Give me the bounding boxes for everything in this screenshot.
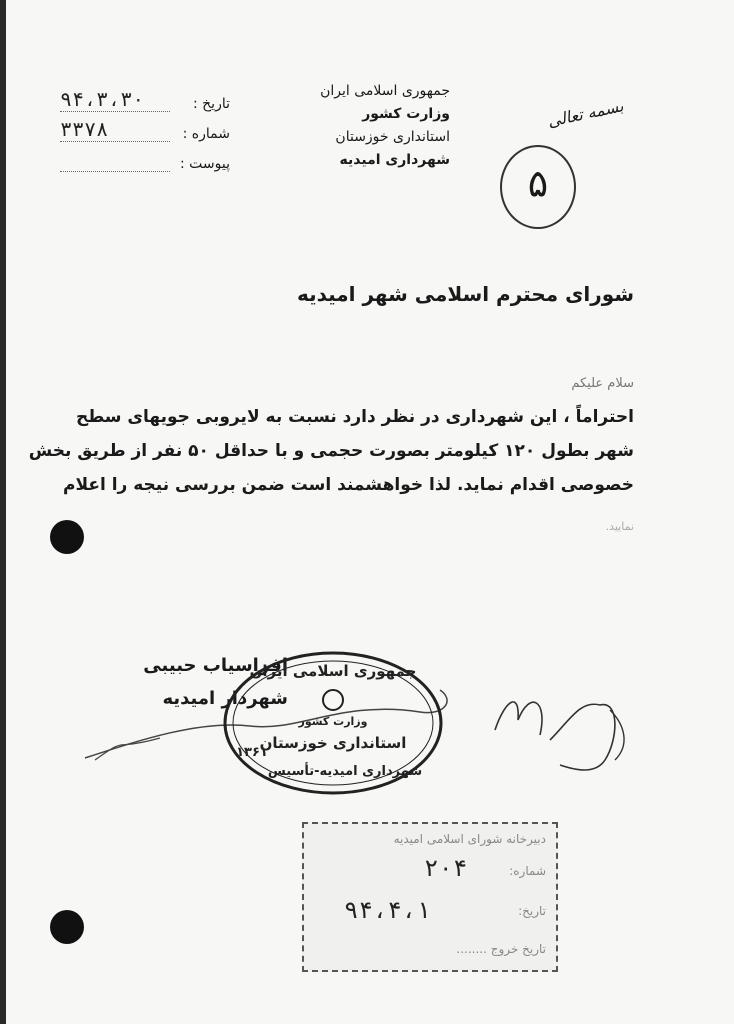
letterhead-line-2: وزارت کشور	[362, 106, 450, 122]
seal-year-text: ۱۳۶۱	[236, 745, 268, 760]
body-line-1: احتراماً ، این شهرداری در نظر دارد نسبت به لایروبی جویهای سطح	[75, 407, 634, 427]
signatory-title: شهردار امیدیه	[162, 688, 288, 709]
addressee: شورای محترم اسلامی شهر امیدیه	[296, 282, 634, 306]
stamp-date-value: ۹۴،۴،۱	[344, 896, 431, 924]
number-label: شماره :	[182, 126, 230, 142]
letterhead-line-1: جمهوری اسلامی ایران	[320, 83, 450, 99]
stamp-number-value: ۲۰۴	[424, 854, 468, 882]
invocation-text: بسمه تعالی	[545, 96, 626, 131]
circled-number-value: ۵	[527, 161, 549, 205]
date-value: ۹۴،۳،۳۰	[60, 87, 170, 112]
body-line-3: خصوصی اقدام نماید. لذا خواهشمند است ضمن بررسی نیجه را اعلام	[62, 475, 634, 495]
seal-municipality-text: شهرداری امیدیه-تأسیس	[267, 764, 423, 779]
greeting: سلام علیکم	[571, 376, 634, 391]
letterhead-line-4: شهرداری امیدیه	[339, 152, 450, 168]
signatory-name: افراسیاب حبیبی	[143, 655, 288, 676]
stamp-title: دبیرخانه شورای اسلامی امیدیه	[393, 832, 546, 846]
seal-ministry-text: وزارت کشور	[298, 715, 368, 728]
letterhead-line-3: استانداری خوزستان	[335, 129, 450, 145]
receipt-stamp	[302, 822, 558, 972]
date-label: تاریخ :	[192, 96, 230, 112]
stamp-footer: تاریخ خروج ........	[456, 942, 546, 956]
body-line-2: شهر بطول ۱۲۰ کیلومتر بصورت حجمی و با حداقل ۵۰ نفر از طریق بخش	[28, 441, 634, 461]
seal-province-text: استانداری خوزستان	[259, 734, 407, 752]
number-value: ۳۳۷۸	[60, 117, 170, 142]
attachment-label: پیوست :	[180, 156, 230, 172]
stamp-date-label: تاریخ:	[518, 904, 546, 918]
seal-top-text: جمهوری اسلامی ایران	[249, 662, 417, 680]
stamp-number-label: شماره:	[509, 864, 546, 878]
closing-text: نمایید.	[605, 520, 634, 533]
